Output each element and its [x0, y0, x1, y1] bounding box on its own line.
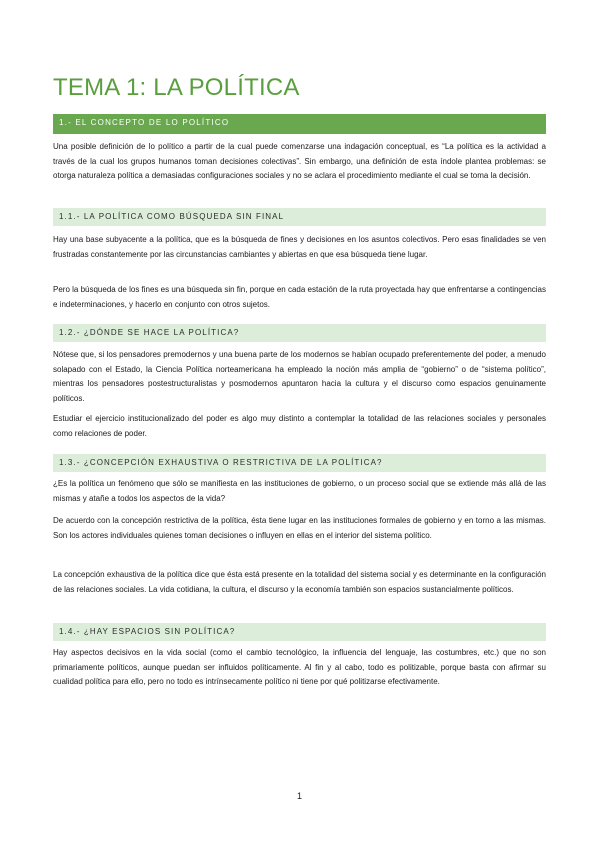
section-heading-1-2 — [53, 324, 546, 342]
paragraph: La concepción exhaustiva de la política dice que ésta está presente en la totalidad del sistema social y es determinante en la configuración de las relaciones sociales. La vida cotidiana, la cultura, el discurso y la economía también son espacios sustancialmente políticos. — [53, 570, 546, 594]
section-heading-1-3-text: 1.3.- ¿CONCEPCIÓN EXHAUSTIVA O RESTRICTIVA DE LA POLÍTICA? — [59, 458, 383, 467]
section-heading-1-4 — [53, 623, 546, 641]
paragraph: Hay una base subyacente a la política, que es la búsqueda de fines y decisiones en los asuntos colectivos. Pero esas finalidades se ven frustradas constantemente por las circunstancias cambiantes y abiertas en que esa búsqueda tiene lugar. — [53, 235, 546, 259]
section-heading-1-1 — [53, 208, 546, 226]
section-heading-1 — [53, 114, 546, 134]
paragraph: Hay aspectos decisivos en la vida social (como el cambio tecnológico, la influencia del lenguaje, las costumbres, etc.) que no son primariamente políticos, aunque puedan ser influidos políticamente. Al fin y al cabo, todo es politizable, porque basta con afirmar su cualidad política para ello, pero no todo es intrínsecamente político ni tiene por qué politizarse efectivamente. — [53, 648, 546, 686]
paragraph: Una posible definición de lo político a partir de la cual puede comenzarse una indagación conceptual, es “La política es la actividad a través de la cual los grupos humanos toman decisiones colectivas”. Sin embargo, una definición de esta índole plantea problemas: se otorga naturaleza política a demasiadas configuraciones sociales y no se aclara el procedimiento mediante el cual se toma la decisión. — [53, 142, 546, 180]
section-heading-1-3 — [53, 454, 546, 472]
paragraph: De acuerdo con la concepción restrictiva de la política, ésta tiene lugar en las instituciones formales de gobierno y en torno a las mismas. Son los actores individuales quienes toman decisiones o influyen en ellas en el interior del sistema político. — [53, 516, 546, 540]
section-heading-1-4-text: 1.4.- ¿HAY ESPACIOS SIN POLÍTICA? — [59, 627, 236, 636]
page-number: 1 — [296, 791, 302, 801]
paragraph: Estudiar el ejercicio institucionalizado del poder es algo muy distinto a contemplar la totalidad de las relaciones sociales y personales como relaciones de poder. — [53, 414, 546, 438]
section-heading-1-1-text: 1.1.- LA POLÍTICA COMO BÚSQUEDA SIN FINAL — [59, 212, 285, 221]
section-heading-1-2-text: 1.2.- ¿DÓNDE SE HACE LA POLÍTICA? — [59, 328, 240, 337]
paragraph: Pero la búsqueda de los fines es una búsqueda sin fin, porque en cada estación de la ruta proyectada hay que enfrentarse a contingencias e indeterminaciones, y hacerlo en conjunto con otros sujetos. — [53, 285, 546, 309]
paragraph: Nótese que, si los pensadores premodernos y una buena parte de los modernos se habían ocupado preferentemente del poder, a menudo solapado con el Estado, la Ciencia Política norteamericana ha empleado la noción más amplia de “gobierno” o de “sistema político”, mientras los pensadores postestructuralistas y posmodernos apuntaron hacia la cultura y el discurso como espacios genuinamente políticos. — [53, 350, 546, 403]
page-title: TEMA 1: LA POLÍTICA — [53, 74, 300, 101]
section-heading-1-text: 1.- EL CONCEPTO DE LO POLÍTICO — [59, 118, 230, 127]
paragraph: ¿Es la política un fenómeno que sólo se manifiesta en las instituciones de gobierno, o un proceso social que se extiende más allá de las mismas y atañe a todos los aspectos de la vida? — [53, 479, 546, 503]
